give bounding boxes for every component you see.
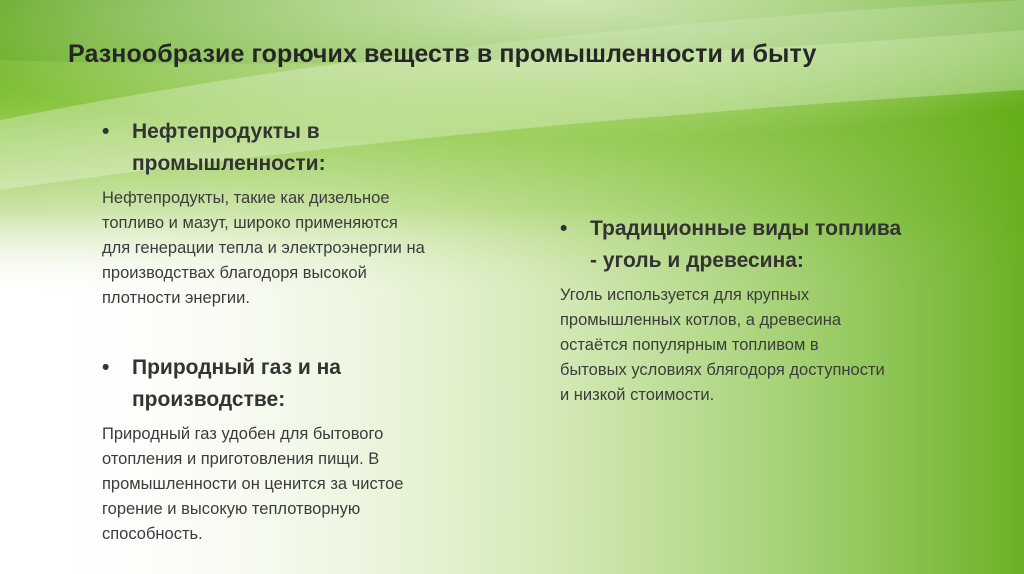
bullet-dot-icon: • (560, 217, 568, 240)
body-line: Нефтепродукты, такие как дизельное (102, 189, 390, 207)
heading-line: промышленности: (132, 152, 326, 175)
body-line: Уголь используется для крупных (560, 286, 810, 304)
body-line: плотности энергии. (102, 289, 250, 307)
bullet-dot-icon: • (102, 120, 110, 143)
heading-line: Природный газ и на (132, 356, 341, 379)
heading-line: - уголь и древесина: (590, 249, 804, 272)
body-line: способность. (102, 525, 203, 543)
slide-title: Разнообразие горючих веществ в промышленности и быту (68, 40, 817, 68)
heading-line: Нефтепродукты в (132, 120, 320, 143)
body-line: Природный газ удобен для бытового (102, 425, 384, 443)
body-line: бытовых условиях блягодоря доступности (560, 361, 885, 379)
body-line: и низкой стоимости. (560, 386, 715, 404)
body-line: производствах благодоря высокой (102, 264, 367, 282)
body-line: промышленности он ценится за чистое (102, 475, 404, 493)
bullet-dot-icon: • (102, 356, 110, 379)
heading-line: производстве: (132, 388, 286, 411)
section-body (102, 422, 522, 547)
body-line: для генерации тепла и электроэнергии на (102, 239, 425, 257)
section-body (560, 283, 1000, 408)
body-line: промышленных котлов, а древесина (560, 311, 842, 329)
section-traditional-fuels (560, 213, 1000, 408)
body-line: остаётся популярным топливом в (560, 336, 819, 354)
bullet-heading (102, 352, 522, 416)
body-line: горение и высокую теплотворную (102, 500, 361, 518)
section-petroleum-products (102, 116, 522, 311)
body-line: отопления и приготовления пищи. В (102, 450, 380, 468)
section-body (102, 186, 522, 311)
bullet-heading (560, 213, 1000, 277)
section-natural-gas (102, 352, 522, 547)
body-line: топливо и мазут, широко применяются (102, 214, 398, 232)
heading-line: Традиционные виды топлива (590, 217, 902, 240)
bullet-heading (102, 116, 522, 180)
